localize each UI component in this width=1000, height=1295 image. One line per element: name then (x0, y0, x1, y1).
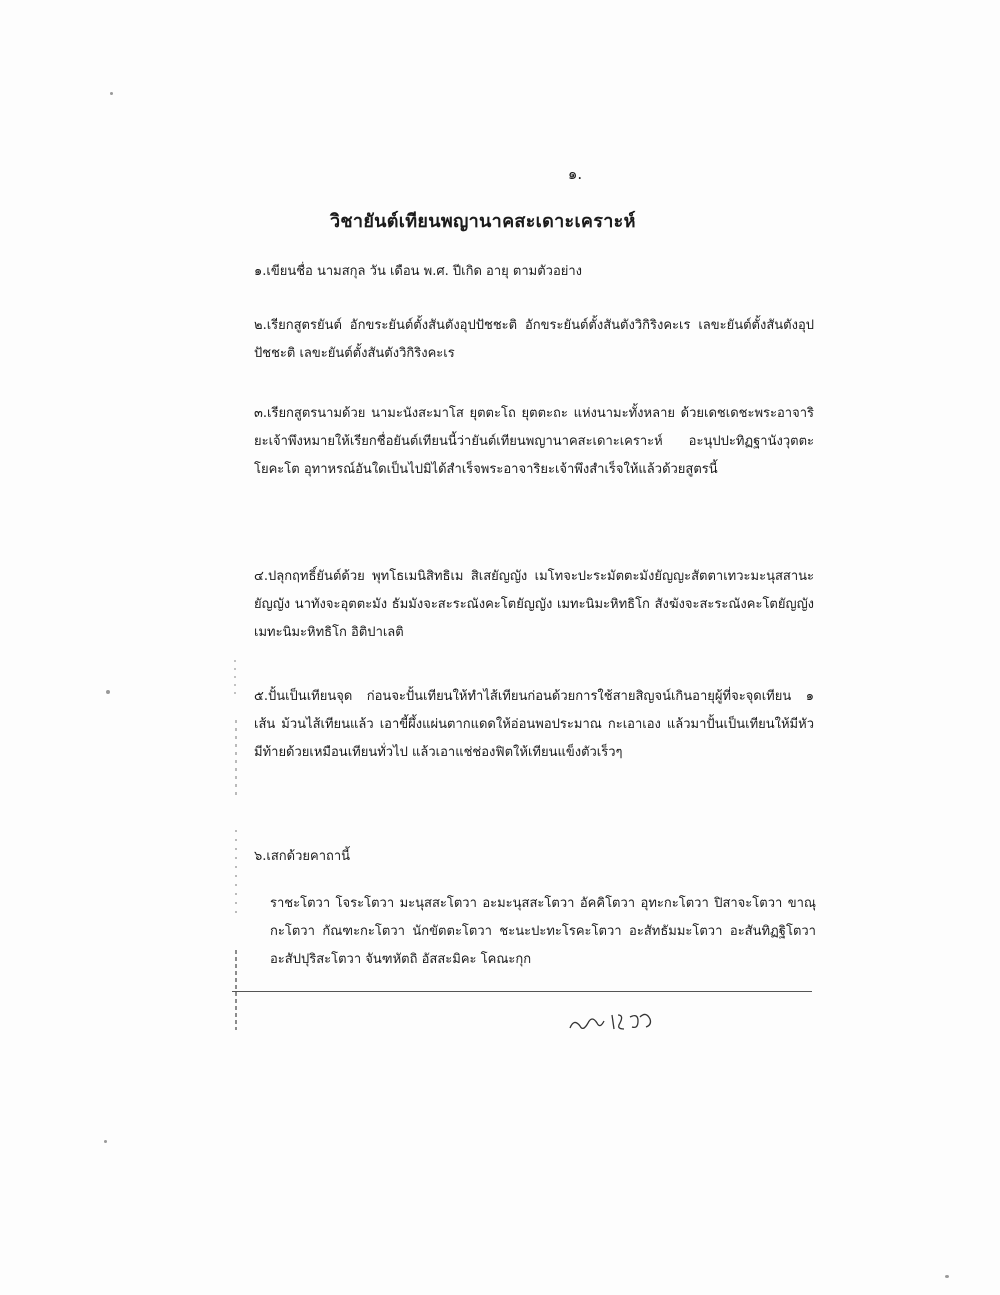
page-divider (232, 991, 812, 992)
scan-speck (104, 1140, 107, 1143)
paragraph-5: ๕.ปั้นเป็นเทียนจุด ก่อนจะปั้นเทียนให้ทำไส้เทียนก่อนด้วยการใช้สายสิญจน์เกินอายุผู้ที่จะจุดเทียน ๑ เส้น ม้วนไส้เทียนแล้ว เอาขี้ผึ้งแผ่นตากแดดให้อ่อนพอประมาณ กะเอาเอง แล้วมาปั้นเป็นเทียนให้มีหัวมีท้ายด้วยเหมือนเทียนทั่วไป แล้วเอาแช่ช่องฟิตให้เทียนแข็งตัวเร็วๆ (254, 689, 814, 760)
scan-speck (106, 690, 110, 694)
page-number: ๑. (567, 165, 583, 183)
paragraph-3: ๓.เรียกสูตรนามด้วย นามะนังสะมาโส ยุตตะโถ ยุตตะถะ แห่งนามะทั้งหลาย ด้วยเดชเดชะพระอาจาริยะเจ้าพึงหมายให้เรียกชื่อยันต์เทียนนี้ว่ายันต์เทียนพญานาคสะเดาะเคราะห์ อะนุปปะทิฏฐานังวุตตะโยคะโต อุทาหรณ์อันใดเป็นไปมิได้สำเร็จพระอาจาริยะเจ้าพึงสำเร็จให้แล้วด้วยสูตรนี้ (254, 406, 814, 477)
paragraph-chant: ราชะโตวา โจระโตวา มะนุสสะโตวา อะมะนุสสะโตวา อัคคิโตวา อุทะกะโตวา ปิสาจะโตวา ขาณุกะโตวา กัณฑะกะโตวา นักขัตตะโตวา ชะนะปะทะโรคะโตวา อะสัทธัมมะโตวา อะสันทิฏฐิโตวา อะสัปปุริสะโตวา จันฑหัตถิ อัสสะมิคะ โคณะกุก (270, 896, 816, 967)
paragraph-2: ๒.เรียกสูตรยันต์ อักขระยันต์ตั้งสันตังอุปปัชชะติ อักขระยันต์ตั้งสันตังวิกิริงคะเร เลขะยันต์ตั้งสันตังอุปปัชชะติ เลขะยันต์ตั้งสันตังวิกิริงคะเร (254, 318, 814, 361)
scan-speck (110, 92, 113, 95)
signature-initials (560, 1010, 680, 1040)
margin-scan-marks (232, 660, 240, 1030)
scan-speck (945, 1275, 949, 1278)
document-title: วิชายันต์เทียนพญานาคสะเดาะเคราะห์ (330, 211, 636, 232)
paragraph-1: ๑.เขียนชื่อ นามสกุล วัน เดือน พ.ศ. ปีเกิด อายุ ตามตัวอย่าง (254, 264, 583, 279)
paragraph-6: ๖.เสกด้วยคาถานี้ (254, 849, 351, 864)
paragraph-4: ๔.ปลุกฤทธิ์ยันต์ด้วย พุทโธเมนิสิทธิเม สิเสยัญญัง เมโทจะปะระมัตตะมังยัญญะสัตตาเทวะมะนุสสานะยัญญัง นาทังจะอุตตะมัง ธัมมังจะสะระณังคะโตยัญญัง เมทะนิมะหิทธิโก สังฆังจะสะระณังคะโตยัญญัง เมทะนิมะหิทธิโก อิติปาเลติ (254, 569, 814, 640)
